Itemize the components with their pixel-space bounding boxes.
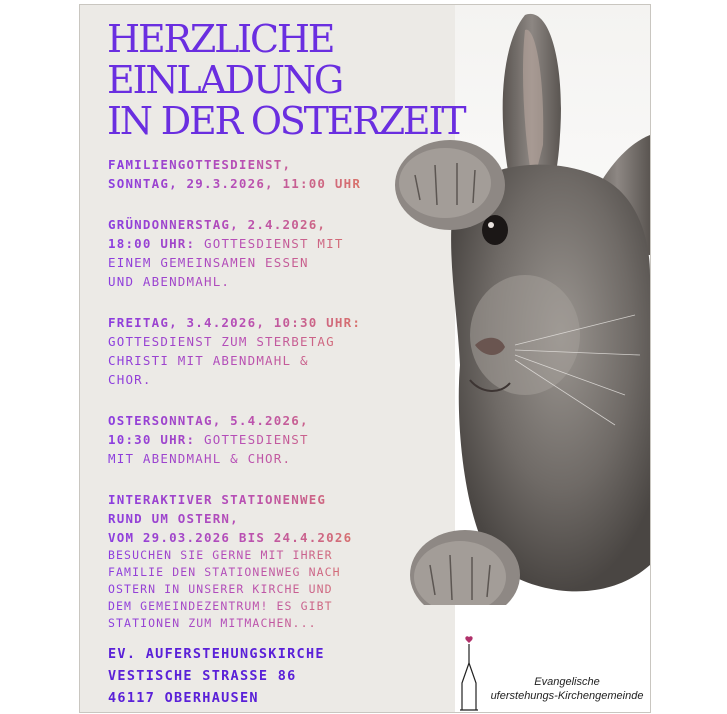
event-4-time: 10:30 UHR:: [108, 432, 196, 447]
event-2-line-2-rest: GOTTESDIENST MIT: [195, 236, 344, 251]
address-line-3: 46117 OBERHAUSEN: [108, 690, 259, 706]
event-3-line-3: CHRISTI MIT ABENDMAHL &: [108, 351, 408, 370]
title-line-2: EINLADUNG: [107, 58, 342, 102]
invitation-card: [79, 4, 651, 713]
rabbit-image: [375, 5, 650, 605]
event-5-line-3: VOM 29.03.2026 BIS 24.4.2026: [108, 528, 408, 547]
title-line-1: HERZLICHE: [107, 17, 334, 61]
event-2-line-4: UND ABENDMAHL.: [108, 272, 408, 291]
event-4-line-1: OSTERSONNTAG, 5.4.2026,: [108, 411, 408, 430]
event-4-line-2-rest: GOTTESDIENST: [195, 432, 309, 447]
event-5-line-1: INTERAKTIVER STATIONENWEG: [108, 490, 408, 509]
event-3-line-1: FREITAG, 3.4.2026, 10:30 UHR:: [108, 313, 408, 332]
event-karfreitag: [108, 313, 408, 389]
address-line-1: EV. AUFERSTEHUNGSKIRCHE: [108, 646, 325, 662]
title-line-3: IN DER OSTERZEIT: [107, 99, 465, 143]
event-4-line-2: [108, 430, 408, 449]
event-ostersonntag: [108, 411, 408, 468]
event-list: [108, 155, 408, 654]
event-5-line-7: DEM GEMEINDEZENTRUM! ES GIBT: [108, 598, 408, 615]
address-line-2: VESTISCHE STRASSE 86: [108, 668, 297, 684]
event-4-line-3: MIT ABENDMAHL & CHOR.: [108, 449, 408, 468]
church-name-line-2: uferstehungs-Kirchengemeinde: [490, 690, 644, 702]
event-5-line-4: BESUCHEN SIE GERNE MIT IHRER: [108, 547, 408, 564]
event-1-line-1: FAMILIENGOTTESDIENST,: [108, 155, 408, 174]
event-3-line-4: CHOR.: [108, 370, 408, 389]
event-5-line-2: RUND UM OSTERN,: [108, 509, 408, 528]
event-2-line-3: EINEM GEMEINSAMEN ESSEN: [108, 253, 408, 272]
church-name-line-1: Evangelische: [534, 676, 600, 688]
event-3-line-2: GOTTESDIENST ZUM STERBETAG: [108, 332, 408, 351]
event-familiengottesdienst: [108, 155, 408, 193]
event-1-line-2: SONNTAG, 29.3.2026, 11:00 UHR: [108, 174, 408, 193]
event-stationenweg: [108, 490, 408, 632]
event-2-line-1: GRÜNDONNERSTAG, 2.4.2026,: [108, 215, 408, 234]
church-name: [482, 675, 651, 703]
event-5-line-6: OSTERN IN UNSERER KIRCHE UND: [108, 581, 408, 598]
church-address: [108, 643, 325, 709]
event-gruendonnerstag: [108, 215, 408, 291]
event-2-line-2: [108, 234, 408, 253]
event-2-time: 18:00 UHR:: [108, 236, 196, 251]
event-5-line-5: FAMILIE DEN STATIONENWEG NACH: [108, 564, 408, 581]
church-logo-icon: [458, 635, 480, 711]
church-logo: [452, 635, 651, 712]
event-5-line-8: STATIONEN ZUM MITMACHEN...: [108, 615, 408, 632]
